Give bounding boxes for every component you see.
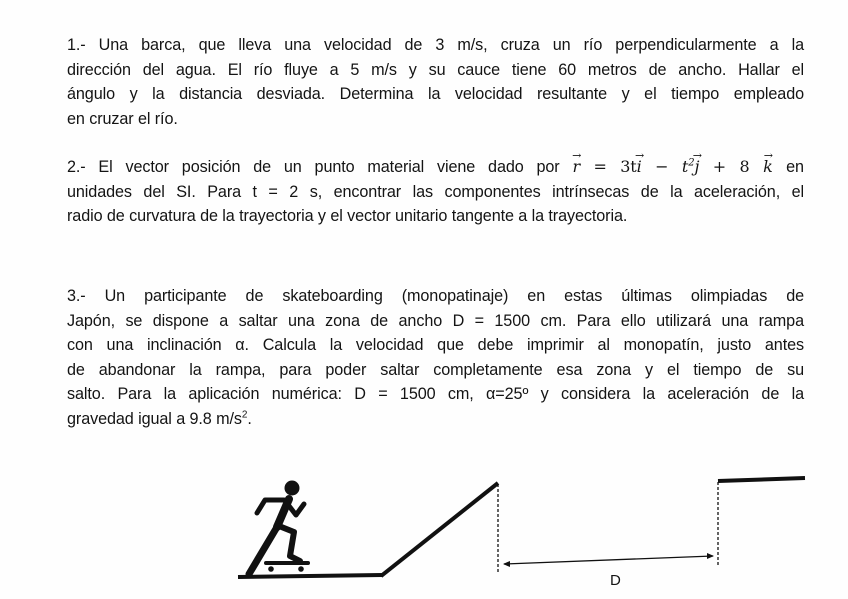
problem-1-line-4: en cruzar el río. [67, 109, 178, 128]
problem-2-line-2: unidades del SI. Para t = 2 s, encontrar las componentes intrínsecas de la aceleración, el [67, 182, 804, 201]
unit-vector-j: → j [694, 155, 699, 180]
landing-platform [718, 478, 805, 481]
problem-2-line-1-tail: en [786, 158, 804, 176]
skateboarder-icon [249, 481, 310, 575]
problem-3-line-6 [67, 407, 804, 432]
problem-2-line-1 [67, 155, 804, 180]
distance-label: D [610, 572, 621, 589]
problem-1-line-3: ángulo y la distancia desviada. Determina la velocidad resultante y el tiempo empleado [67, 85, 804, 103]
term2-coef: t [681, 157, 689, 176]
skate-ramp-diagram [230, 470, 840, 599]
unit-vector-i: → i [637, 155, 642, 180]
ground-line [238, 575, 383, 577]
problem-1-line-1: 1.- Una barca, que lleva una velocidad de 3 m/s, cruza un río perpendicularmente a la [67, 36, 804, 54]
problem-1-line-2: dirección del agua. El río fluye a 5 m/s y su cauce tiene 60 metros de ancho. Hallar el [67, 60, 804, 79]
unit-vector-k: → k [763, 155, 773, 180]
ramp-incline [381, 483, 498, 576]
vector-r: → r [572, 155, 580, 180]
distance-arrow [503, 553, 714, 567]
problem-2-intro: 2.- El vector posición de un punto material viene dado por [67, 158, 560, 176]
gravity-exponent: 2 [241, 409, 248, 421]
position-vector-equation [572, 157, 786, 176]
gravity-text: gravedad igual a 9.8 m/s [67, 409, 242, 428]
problem-1 [67, 33, 804, 131]
problem-3-line-2: Japón, se dispone a saltar una zona de ancho D = 1500 cm. Para ello utilizará una rampa [67, 311, 804, 330]
term2-exponent: 2 [688, 157, 695, 169]
problem-2-line-3: radio de curvatura de la trayectoria y el vector unitario tangente a la trayectoria. [67, 207, 628, 225]
equals-sign: = [593, 157, 607, 176]
minus-sign: − [655, 157, 669, 176]
problem-3-line-5: salto. Para la aplicación numérica: D = 1500 cm, α=25º y considera la aceleración de la [67, 385, 804, 403]
term1-coef: 3t [620, 157, 637, 176]
term3-coef: 8 [739, 157, 750, 176]
gravity-period: . [247, 409, 252, 428]
problem-3-line-3: con una inclinación α. Calcula la velocidad que debe imprimir al monopatín, justo antes [67, 336, 804, 354]
problem-3 [67, 284, 804, 431]
problem-3-line-1: 3.- Un participante de skateboarding (monopatinaje) en estas últimas olimpiadas de [67, 287, 804, 305]
problem-3-line-4: de abandonar la rampa, para poder saltar completamente esa zona y el tiempo de su [67, 360, 804, 379]
plus-sign: + [712, 157, 727, 176]
problem-2 [67, 155, 804, 229]
